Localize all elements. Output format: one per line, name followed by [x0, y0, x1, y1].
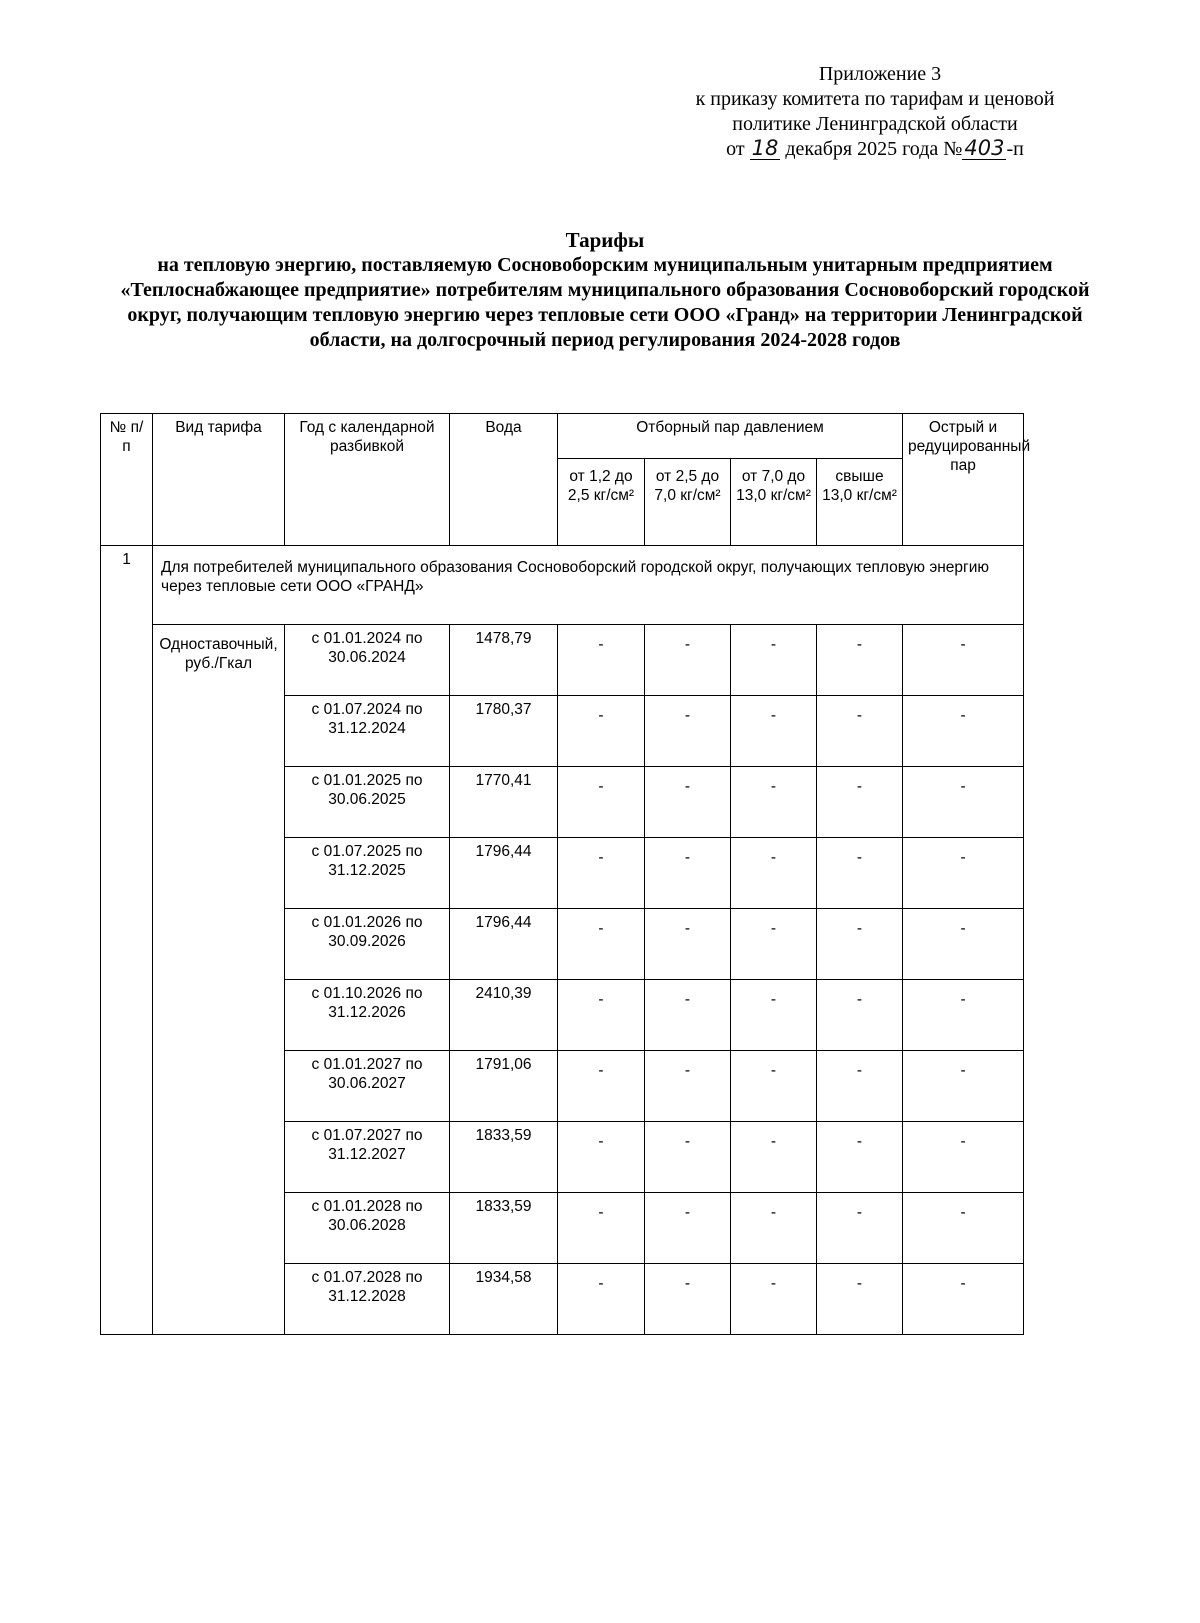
table-row: [101, 625, 1024, 696]
empty-value-cell: -: [645, 838, 731, 909]
empty-value-cell: -: [558, 1193, 645, 1264]
header-tariff-type: Вид тарифа: [153, 414, 285, 546]
empty-value-cell: -: [558, 767, 645, 838]
empty-value-cell: -: [645, 1122, 731, 1193]
header-sharp-steam: Острый и редуцированный пар: [903, 414, 1024, 546]
empty-value-cell: -: [731, 909, 817, 980]
empty-value-cell: -: [645, 1193, 731, 1264]
empty-value-cell: -: [558, 1051, 645, 1122]
date-middle: декабря 2025 года №: [785, 138, 963, 160]
empty-value-cell: -: [817, 1122, 903, 1193]
header-steam-2: от 2,5 до 7,0 кг/см²: [645, 459, 731, 546]
empty-value-cell: -: [903, 1051, 1024, 1122]
empty-value-cell: -: [558, 838, 645, 909]
handwritten-number: 403: [964, 136, 1005, 160]
water-tariff-cell: 1796,44: [450, 838, 558, 909]
empty-value-cell: -: [731, 767, 817, 838]
water-tariff-cell: 1796,44: [450, 909, 558, 980]
period-cell: с 01.07.2024 по 31.12.2024: [285, 696, 450, 767]
empty-value-cell: -: [903, 1264, 1024, 1335]
document-title: [105, 228, 1105, 353]
empty-value-cell: -: [645, 1051, 731, 1122]
water-tariff-cell: 1780,37: [450, 696, 558, 767]
header-year: Год с календарной разбивкой: [285, 414, 450, 546]
water-tariff-cell: 1770,41: [450, 767, 558, 838]
empty-value-cell: -: [817, 838, 903, 909]
header-steam-1: от 1,2 до 2,5 кг/см²: [558, 459, 645, 546]
title-description: на тепловую энергию, поставляемую Сосновоборским муниципальным унитарным предприятием «Теплоснабжающее предприятие» потребителям муниципального образования Сосновоборский городской округ, получающим тепловую энергию через тепловые сети ООО «Гранд» на территории Ленинградской области, на долгосрочный период регулирования 2024-2028 годов: [120, 254, 1090, 351]
empty-value-cell: -: [645, 696, 731, 767]
empty-value-cell: -: [817, 909, 903, 980]
empty-value-cell: -: [731, 1051, 817, 1122]
empty-value-cell: -: [903, 1193, 1024, 1264]
empty-value-cell: -: [558, 625, 645, 696]
group-description: Для потребителей муниципального образования Сосновоборский городской округ, получающих тепловую энергию через тепловые сети ООО «ГРАНД»: [153, 546, 1024, 625]
empty-value-cell: -: [903, 838, 1024, 909]
tariff-type-cell: Одноставочный, руб./Гкал: [153, 625, 285, 1335]
appendix-header: [640, 62, 1110, 162]
empty-value-cell: -: [558, 1122, 645, 1193]
empty-value-cell: -: [817, 767, 903, 838]
empty-value-cell: -: [558, 696, 645, 767]
empty-value-cell: -: [645, 767, 731, 838]
empty-value-cell: -: [731, 1193, 817, 1264]
empty-value-cell: -: [645, 980, 731, 1051]
header-num: № п/п: [101, 414, 153, 546]
water-tariff-cell: 1791,06: [450, 1051, 558, 1122]
empty-value-cell: -: [903, 696, 1024, 767]
period-cell: с 01.10.2026 по 31.12.2026: [285, 980, 450, 1051]
period-cell: с 01.07.2025 по 31.12.2025: [285, 838, 450, 909]
empty-value-cell: -: [731, 1122, 817, 1193]
header-steam-group: Отборный пар давлением: [558, 414, 903, 459]
water-tariff-cell: 2410,39: [450, 980, 558, 1051]
period-cell: с 01.01.2026 по 30.09.2026: [285, 909, 450, 980]
group-row: [101, 546, 1024, 625]
empty-value-cell: -: [731, 625, 817, 696]
empty-value-cell: -: [903, 767, 1024, 838]
date-prefix: от: [726, 138, 745, 160]
header-water: Вода: [450, 414, 558, 546]
empty-value-cell: -: [645, 625, 731, 696]
empty-value-cell: -: [645, 1264, 731, 1335]
period-cell: с 01.01.2027 по 30.06.2027: [285, 1051, 450, 1122]
title-heading: Тарифы: [565, 228, 645, 252]
appendix-line-1: Приложение 3: [818, 63, 942, 85]
header-steam-4: свыше 13,0 кг/см²: [817, 459, 903, 546]
period-cell: с 01.07.2027 по 31.12.2027: [285, 1122, 450, 1193]
water-tariff-cell: 1934,58: [450, 1264, 558, 1335]
header-row: [101, 414, 1024, 459]
period-cell: с 01.07.2028 по 31.12.2028: [285, 1264, 450, 1335]
number-suffix: -п: [1006, 138, 1024, 160]
period-cell: с 01.01.2028 по 30.06.2028: [285, 1193, 450, 1264]
water-tariff-cell: 1833,59: [450, 1193, 558, 1264]
empty-value-cell: -: [903, 980, 1024, 1051]
header-steam-3: от 7,0 до 13,0 кг/см²: [731, 459, 817, 546]
empty-value-cell: -: [817, 980, 903, 1051]
handwritten-day: 18: [751, 136, 779, 160]
empty-value-cell: -: [558, 909, 645, 980]
empty-value-cell: -: [731, 838, 817, 909]
period-cell: с 01.01.2025 по 30.06.2025: [285, 767, 450, 838]
empty-value-cell: -: [817, 696, 903, 767]
empty-value-cell: -: [817, 1264, 903, 1335]
water-tariff-cell: 1478,79: [450, 625, 558, 696]
water-tariff-cell: 1833,59: [450, 1122, 558, 1193]
empty-value-cell: -: [731, 696, 817, 767]
appendix-line-3: политике Ленинградской области: [732, 113, 1018, 135]
empty-value-cell: -: [817, 1051, 903, 1122]
empty-value-cell: -: [731, 1264, 817, 1335]
empty-value-cell: -: [903, 625, 1024, 696]
empty-value-cell: -: [817, 625, 903, 696]
empty-value-cell: -: [558, 1264, 645, 1335]
period-cell: с 01.01.2024 по 30.06.2024: [285, 625, 450, 696]
empty-value-cell: -: [903, 1122, 1024, 1193]
empty-value-cell: -: [645, 909, 731, 980]
empty-value-cell: -: [558, 980, 645, 1051]
group-num: 1: [101, 546, 153, 1335]
empty-value-cell: -: [817, 1193, 903, 1264]
empty-value-cell: -: [731, 980, 817, 1051]
appendix-line-2: к приказу комитета по тарифам и ценовой: [695, 88, 1055, 110]
empty-value-cell: -: [903, 909, 1024, 980]
tariff-table: [100, 413, 1031, 1335]
appendix-date-line: [640, 137, 1110, 162]
